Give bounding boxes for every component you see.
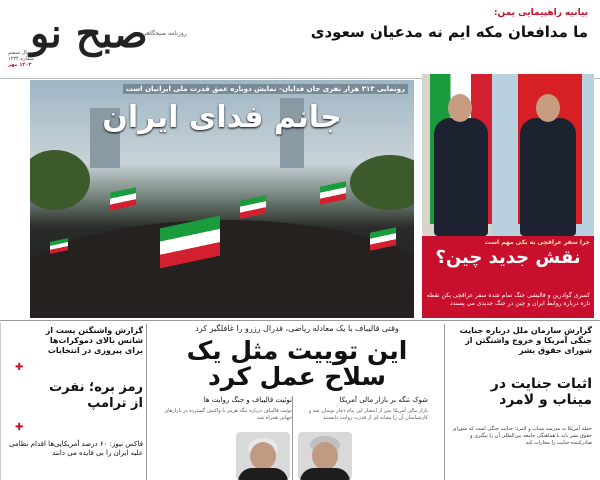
center-story-kicker: وقتی قالیباف با یک معادله ریاضی، فدرال رزرو را غافلگیر کرد: [195, 324, 399, 333]
diplomatic-photo[interactable]: [422, 74, 594, 236]
crowd-shape: [30, 220, 414, 318]
center-subhead-1[interactable]: توئیت قالیباف و جنگ روایت ها: [203, 396, 292, 404]
newspaper-logo: صبح نو: [30, 10, 148, 57]
top-story-kicker: بیانیه راهپیمایی یمن:: [493, 8, 588, 18]
side-story-headline[interactable]: نقش جدید چین؟: [435, 247, 581, 268]
divider: [292, 396, 293, 480]
right-story-body: حمله آمریکا به مدرسه میناب و لامرد؛ جنایت جنگی است که شورای حقوق بشر باید با هماهنگی جامعه بین‌المللی آن را پیگیری و صادرکننده جنایت را مجازات کند.: [452, 426, 592, 446]
hero-title[interactable]: جانم فدای ایران: [102, 100, 342, 135]
center-body-1: توئیت قالیباف درباره تنگه هرمز با واکنش گسترده در بازارهای جهانی همراه شد: [164, 408, 292, 421]
side-story-box[interactable]: [422, 236, 594, 318]
right-story-2[interactable]: اثبات جنایت در میناب و لامرد: [490, 376, 592, 408]
center-body-2: بازار مالی آمریکا پس از انتشار این پیام دچار نوسان شد و کارشناسان آن را نشانه ای از قدرت روایت دانستند: [308, 408, 428, 421]
person-head: [448, 94, 472, 122]
left-column: [0, 322, 147, 480]
person-head: [536, 94, 560, 122]
portrait-suit: [300, 468, 350, 480]
portrait-face: [312, 442, 338, 470]
masthead: [0, 0, 600, 79]
column-divider: [146, 324, 147, 480]
right-story-1[interactable]: گزارش سازمان ملل درباره جنایت جنگی آمریکا و خروج واشنگتن از شورای حقوق بشر: [459, 326, 592, 355]
side-story-body: کسری گوادرین و فالیشی جنگ تمام شده سفر عراقچی پکن نقطه تازه درباره روابط ایران و چین در جنگ جدیدی می پسندد: [426, 292, 590, 307]
left-story-2[interactable]: رمز بره؛ نفرت از ترامپ: [49, 380, 143, 411]
issue-meta-2: شماره ۱۲۳۴: [8, 56, 34, 62]
flag-icon: [320, 181, 346, 205]
person-figure: [434, 118, 488, 236]
flag-icon: [110, 187, 136, 211]
tree-shape: [30, 150, 90, 210]
flag-icon: [240, 195, 266, 219]
issue-date: ۱۴۰۳ مهر: [8, 62, 32, 68]
column-divider: [444, 324, 445, 480]
side-story-kicker: جرا سفر عراقچی به یکی مهم است: [484, 239, 590, 246]
portrait-photo: [236, 432, 290, 480]
portrait-suit: [238, 468, 288, 480]
right-column: [446, 322, 596, 480]
hero-photo[interactable]: [30, 80, 414, 318]
top-story-headline[interactable]: ما مدافعان مکه ایم نه مدعیان سعودی: [310, 23, 588, 41]
portrait-photo: [298, 432, 352, 480]
issue-meta-1: سال ششم: [8, 50, 31, 56]
tree-shape: [350, 155, 414, 210]
left-story-3[interactable]: فاکس نیوز: ۶۰ درصد آمریکایی‌ها اقدام نظامی علیه ایران را بی فایده می دانند: [9, 440, 143, 457]
center-story-headline[interactable]: این توییت مثل یک سلاح عمل کرد: [186, 336, 408, 391]
center-story: [148, 322, 442, 480]
left-story-1[interactable]: گزارش واشنگتن پست از شانس بالای دموکرات‌ها برای پیروزی در انتخابات: [45, 326, 143, 355]
tagline: روزنامه صبحگاهی: [142, 30, 187, 37]
plus-icon: ✚: [15, 422, 24, 433]
hero-kicker: رونمایی ۳۱۳ هزار نفری جان فدایان- نمایش دوباره عمق قدرت ملی ایرانیان است: [123, 84, 408, 94]
person-figure: [520, 118, 576, 236]
portrait-face: [250, 442, 276, 470]
plus-icon: ✚: [15, 362, 24, 373]
center-subhead-2[interactable]: شوک تنگه بر بازار مالی آمریکا: [339, 396, 428, 404]
row-divider: [0, 320, 600, 321]
